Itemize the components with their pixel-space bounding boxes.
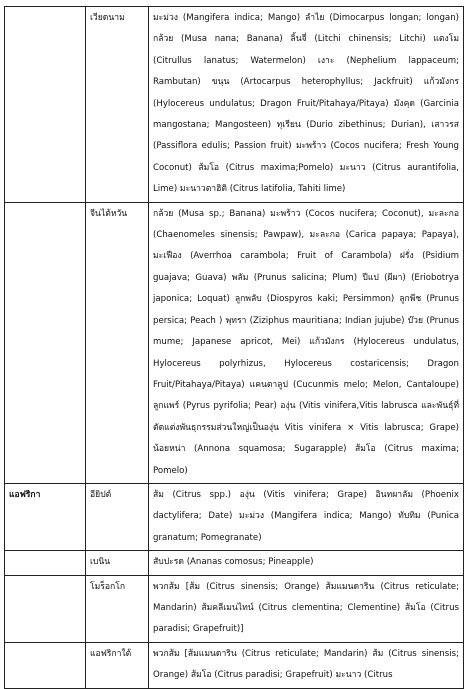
fruit-list-cell: มะม่วง (Mangifera indica; Mango) ลำไย (Dimocarpus longan; longan) กล้วย (Musa nana; Banana) ลิ้นจี่ (Litchi chinensis; Litchi) แตงโม (Citrullus lanatus; Watermelon) เงาะ (Nephelium lappaceum; Rambutan) ขนุน (Artocarpus heterophyllus; Jackfruit) แก้วมังกร (Hylocereus undulatus; Dragon Fruit/Pitahaya/Pitaya) มังคุด (Garcinia mangostana; Mangosteen) ทุเรียน (Durio zibethinus; Durian), เสาวรส (Passiflora edulis; Passion fruit) มะพร้าว (Cocos nucifera; Fresh Young Coconut) ส้มโอ (Citrus maxima;Pomelo) มะนาว (Citrus aurantifolia, Lime) มะนาวตาฮิติ (Citrus latifolia, Tahiti lime) [149, 7, 464, 203]
fruit-list-cell: สับปะรด (Ananas comosus; Pineapple) [149, 551, 464, 575]
region-cell: แอฟริกา [5, 483, 86, 550]
region-cell [5, 642, 86, 688]
region-cell [5, 551, 86, 575]
country-cell: เบนิน [86, 551, 149, 575]
table-row [5, 642, 464, 688]
region-cell [5, 202, 86, 483]
table-row [5, 483, 464, 550]
table-row [5, 575, 464, 642]
country-cell: อียิปต์ [86, 483, 149, 550]
country-cell: เวียดนาม [86, 7, 149, 203]
fruit-import-table [4, 6, 464, 689]
region-cell [5, 575, 86, 642]
country-cell: โมร็อกโก [86, 575, 149, 642]
table-row [5, 7, 464, 203]
fruit-list-cell: กล้วย (Musa sp.; Banana) มะพร้าว (Cocos nucifera; Coconut), มะละกอ (Chaenomeles sinensis; Pawpaw), มะละกอ (Carica papaya; Papaya), มะเฟือง (Averrhoa carambola; Fruit of Carambola) ฝรั่ง (Psidium guajava; Guava) พลัม (Prunus salicina; Plum) ปีแป (ผีผา) (Eriobotrya japonica; Loquat) ลูกพลับ (Diospyros kaki; Persimmon) ลูกพีช (Prunus persica; Peach ) พุทรา (Ziziphus mauritiana; Indian jujube) บ๊วย (Prunus mume; Japanese apricot, Mei) แก้วมังกร (Hylocereus undulatus, Hylocereus polyrhizus, Hylocereus costaricensis; Dragon Fruit/Pitahaya/Pitaya) แคนตาลูป (Cucunmis melo; Melon, Cantaloupe) ลูกแพร์ (Pyrus pyrifolia; Pear) องุ่น (Vitis vinifera,Vitis labrusca และพันธุ์ที่ตัดแต่งพันธุกรรมส่วนใหญ่เป็นองุ่น Vitis vinifera × Vitis labrusca; Grape) น้อยหน่า (Annona squamosa; Sugarapple) ส้มโอ (Citrus maxima; Pomelo) [149, 202, 464, 483]
table-row [5, 551, 464, 575]
country-cell: แอฟริกาใต้ [86, 642, 149, 688]
region-cell [5, 7, 86, 203]
fruit-list-cell: พวกส้ม [ส้ม (Citrus sinensis; Orange) ส้มแมนดาริน (Citrus reticulate; Mandarin) ส้มคลีเมนไทน์ (Citrus clementina; Clementine) ส้มโอ (Citrus paradisi; Grapefruit)] [149, 575, 464, 642]
table-row [5, 202, 464, 483]
fruit-list-cell: พวกส้ม [ส้มแมนดาริน (Citrus reticulate; Mandarin) ส้ม (Citrus sinensis; Orange) ส้มโอ (Citrus paradisi; Grapefruit) มะนาว (Citrus [149, 642, 464, 688]
country-cell: จีนไต้หวัน [86, 202, 149, 483]
fruit-list-cell: ส้ม (Citrus spp.) องุ่น (Vitis vinifera; Grape) อินทผาลัม (Phoenix dactylifera; Date) มะม่วง (Mangifera indica; Mango) ทับทิม (Punica granatum; Pomegranate) [149, 483, 464, 550]
